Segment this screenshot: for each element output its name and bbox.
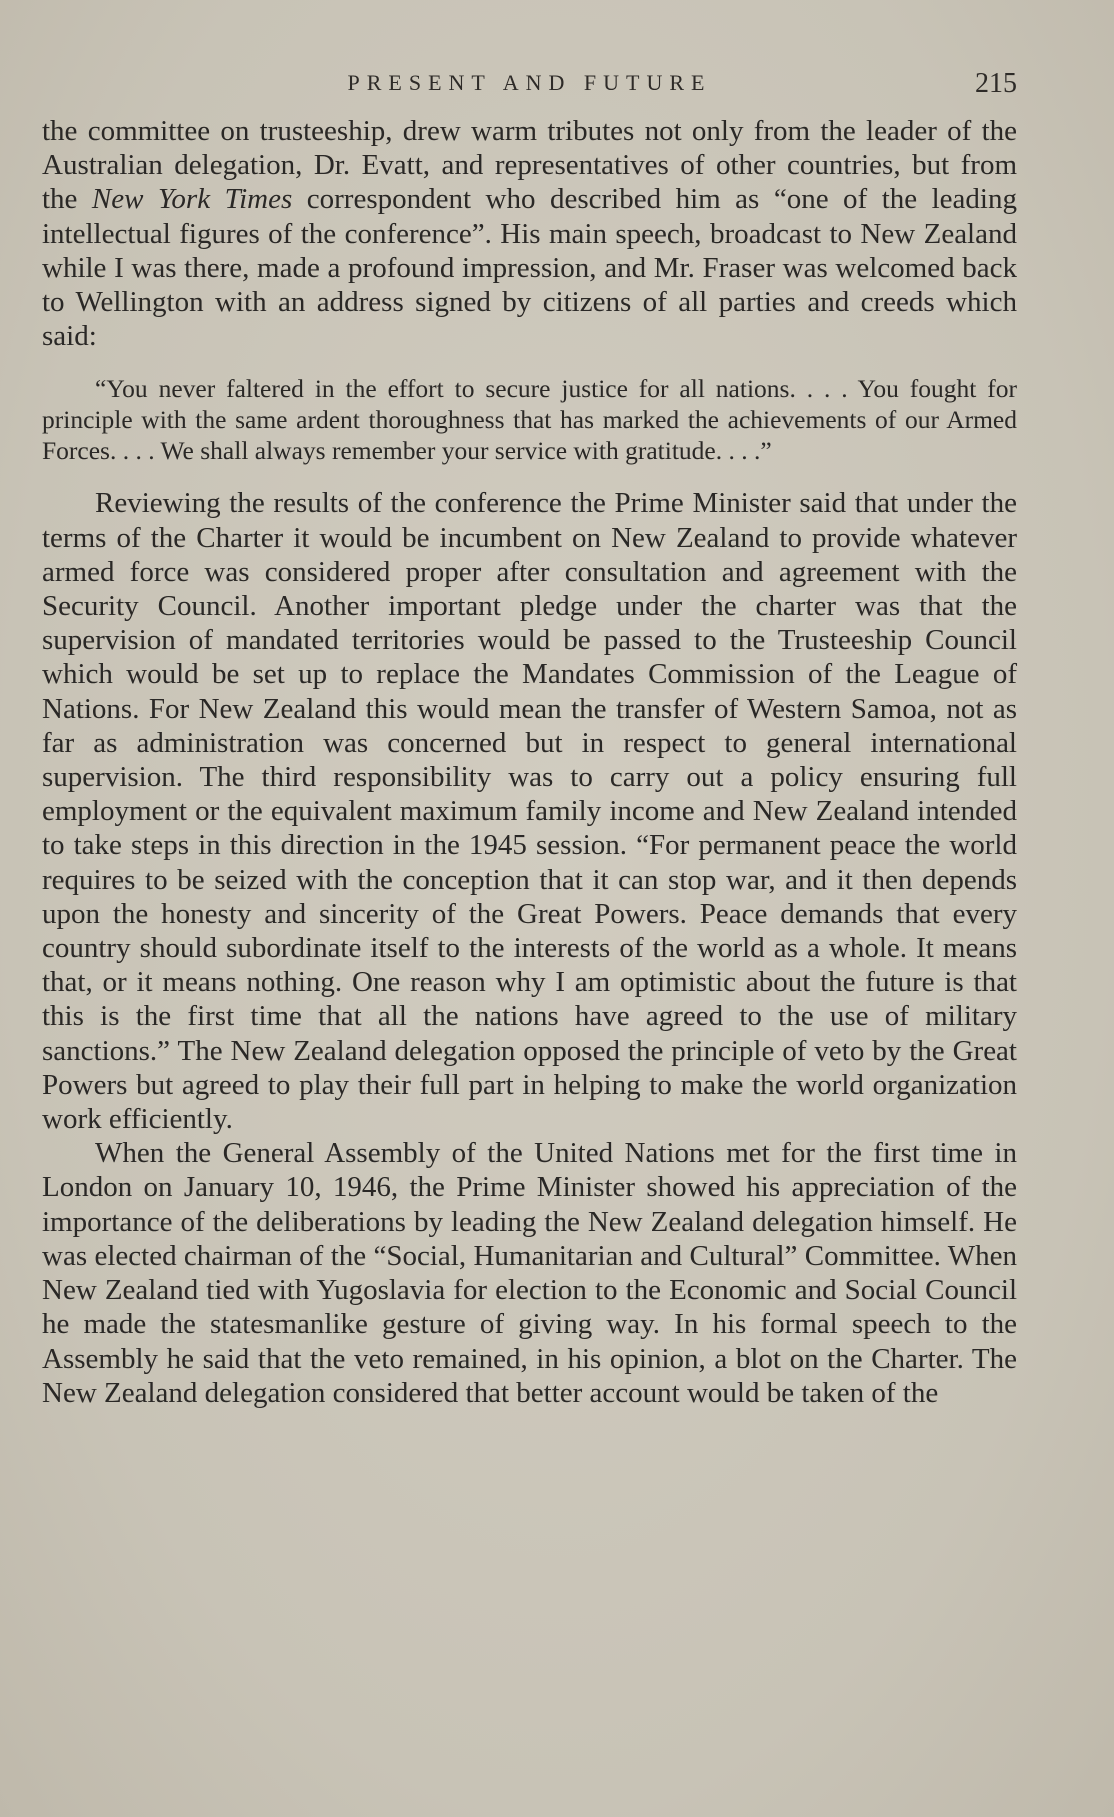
newspaper-title: New York Times [91,183,293,216]
block-quote-text: “You never faltered in the effort to secure justice for all nations. . . . You fought for principle with the same ardent thoroughness that has marked the achievements of our Armed Forces. . . . We shall always remember your service with gratitude. . . .” [42,374,1017,466]
paragraph-2: Reviewing the results of the conference the Prime Minister said that under the terms of the Charter it would be incumbent on New Zealand to provide whatever armed force was considered proper after consultation and agreement with the Security Council. Another important pledge under the charter was that the supervision of mandated territories would be passed to the Trusteeship Council which would be set up to replace the Mandates Commission of the League of Nations. For New Zealand this would mean the transfer of Western Samoa, not as far as administration was concerned but in respect to general international supervision. The third responsibility was to carry out a policy ensuring full employment or the equivalent maximum family income and New Zealand intended to take steps in this direction in the 1945 session. “For permanent peace the world requires to be seized with the conception that it can stop war, and it then depends upon the honesty and sincerity of the Great Powers. Peace demands that every country should subordinate itself to the interests of the world as a whole. It means that, or it means nothing. One reason why I am optimistic about the future is that this is the first time that all the nations have agreed to the use of military sanctions.” The New Zealand delegation opposed the principle of veto by the Great Powers but agreed to play their full part in helping to make the world organization work efficiently. [42,487,1017,1136]
paragraph-3: When the General Assembly of the United Nations met for the first time in London on January 10, 1946, the Prime Minister showed his appreciation of the importance of the deliberations by leading the New Zealand delegation himself. He was elected chairman of the “Social, Humanitarian and Cultural” Committee. When New Zealand tied with Yugoslavia for election to the Economic and Social Council he made the statesmanlike gesture of giving way. In his formal speech to the Assembly he said that the veto remained, in his opinion, a blot on the Charter. The New Zealand delegation considered that better account would be taken of the [42,1137,1017,1409]
body-text [42,114,1017,1410]
paragraph-1 [42,114,1017,353]
paragraph-1-text-b: correspondent who described him as “one of the leading intellectual figures of the conference”. His main speech, broadcast to New Zealand while I was there, made a profound impression, and Mr. Fraser was welcomed back to Wellington with an address signed by citizens of all parties and creeds which said: [42,183,1017,353]
page-number: 215 [975,68,1017,99]
running-head [42,68,1017,104]
block-quote [42,373,1017,466]
paragraph-1-text-a: the committee on trusteeship, drew warm tributes not only from the leader of the Australian delegation, Dr. Evatt, and representatives of other countries, but from the [42,115,1017,216]
running-title: PRESENT AND FUTURE [347,70,712,95]
